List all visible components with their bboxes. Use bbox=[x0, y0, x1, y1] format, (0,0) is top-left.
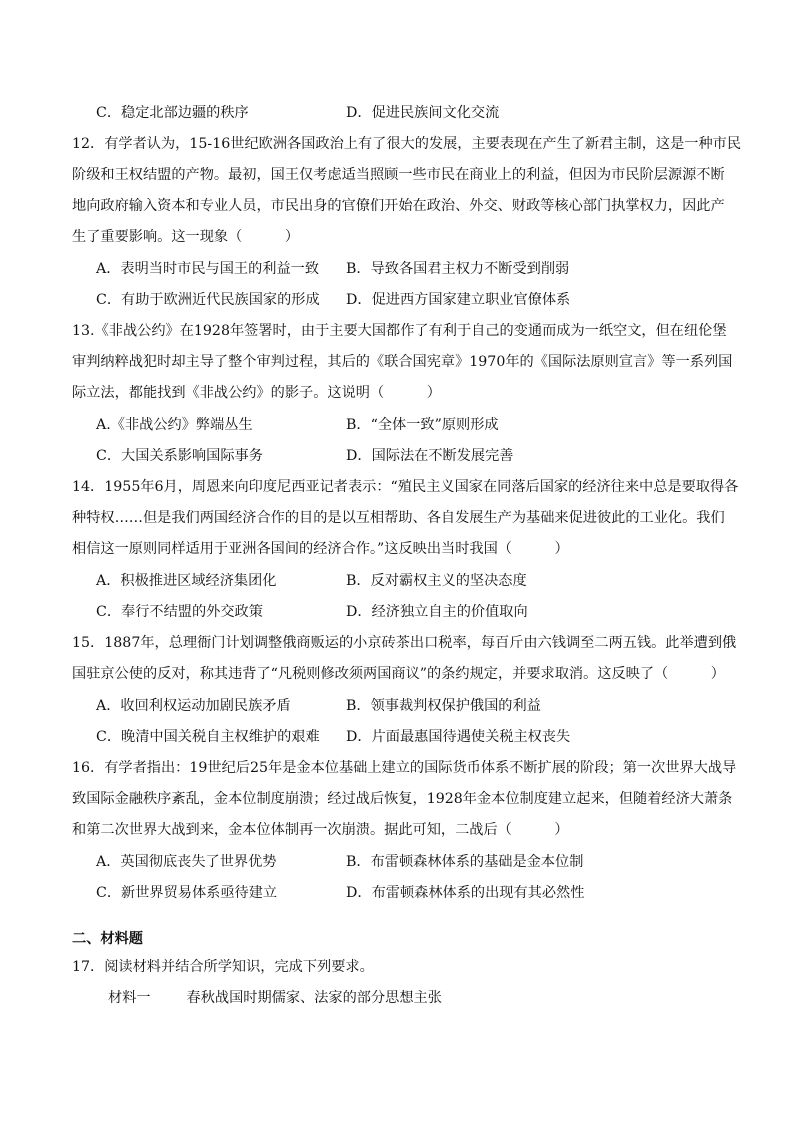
q13-option-c[interactable]: C．大国关系影响国际事务 bbox=[96, 448, 263, 464]
q17-material-heading bbox=[108, 988, 442, 1008]
q16-option-c[interactable]: C．新世界贸易体系亟待建立 bbox=[96, 885, 278, 901]
q16-stem-line-1: 16．有学者指出：19世纪后25年是金本位基础上建立的国际货币体系不断扩展的阶段；第一次世界大战导 bbox=[72, 760, 737, 776]
q12-stem-line-4: 生了重要影响。这一现象（ ） bbox=[72, 229, 300, 245]
q16-options-row-1 bbox=[96, 852, 736, 872]
q15-options-row-1 bbox=[96, 696, 736, 716]
q14-stem-line-1: 14．1955年6月，周恩来向印度尼西亚记者表示：“殖民主义国家在同落后国家的经济往来中总是要取得各 bbox=[72, 479, 739, 495]
q16-option-a[interactable]: A．英国彻底丧失了世界优势 bbox=[96, 854, 277, 870]
q12-stem-line-1: 12．有学者认为，15-16世纪欧洲各国政治上有了很大的发展，主要表现在产生了新君主制，这是一种市民 bbox=[72, 136, 742, 152]
q13-option-d[interactable]: D．国际法在不断发展完善 bbox=[346, 448, 514, 464]
q15-option-b[interactable]: B．领事裁判权保护俄国的利益 bbox=[346, 698, 541, 714]
q14-options-row-2 bbox=[96, 602, 736, 622]
q12-option-b[interactable]: B．导致各国君主权力不断受到削弱 bbox=[346, 261, 570, 277]
q16-stem-line-2: 致国际金融秩序紊乱，金本位制度崩溃；经过战后恢复，1928年金本位制度建立起来，但随着经济大萧条 bbox=[72, 791, 733, 807]
q13-option-b[interactable]: B．“全体一致”原则形成 bbox=[346, 417, 499, 433]
q12-stem-line-2: 阶级和王权结盟的产物。最初，国王仅考虑适当照顾一些市民在商业上的利益，但因为市民阶层源源不断 bbox=[72, 167, 725, 183]
q16-options-row-2 bbox=[96, 883, 736, 903]
q12-option-a[interactable]: A．表明当时市民与国王的利益一致 bbox=[96, 261, 320, 277]
q15-option-c[interactable]: C．晚清中国关税自主权维护的艰难 bbox=[96, 729, 320, 745]
q12-option-d[interactable]: D．促进西方国家建立职业官僚体系 bbox=[346, 292, 571, 308]
q13-options-row-2 bbox=[96, 446, 736, 466]
q14-option-b[interactable]: B．反对霸权主义的坚决态度 bbox=[346, 573, 527, 589]
q14-option-d[interactable]: D．经济独立自主的价值取向 bbox=[346, 604, 528, 620]
q11-option-d[interactable]: D．促进民族间文化交流 bbox=[346, 105, 500, 121]
q12-stem-line-3: 地向政府输入资本和专业人员，市民出身的官僚们开始在政治、外交、财政等核心部门执掌权力，因此产 bbox=[72, 198, 725, 214]
q15-option-d[interactable]: D．片面最惠国待遇使关税主权丧失 bbox=[346, 729, 571, 745]
q13-option-a[interactable]: A.《非战公约》弊端丛生 bbox=[96, 417, 253, 433]
q13-stem-line-2: 审判纳粹战犯时却主导了整个审判过程，其后的《联合国宪章》1970年的《国际法原则宣言》等一系列国 bbox=[72, 354, 733, 370]
q13-stem-line-1: 13.《非战公约》在1928年签署时，由于主要大国都作了有利于自己的变通而成为一纸空文，但在纽伦堡 bbox=[72, 323, 727, 339]
q15-options-row-2 bbox=[96, 727, 736, 747]
q17-stem: 17．阅读材料并结合所学知识，完成下列要求。 bbox=[72, 959, 374, 975]
q17-material-title: 春秋战国时期儒家、法家的部分思想主张 bbox=[186, 990, 442, 1006]
q14-stem-line-2: 种特权……但是我们两国经济合作的目的是以互相帮助、各自发展生产为基础来促进彼此的工业化。我们 bbox=[72, 510, 725, 526]
q11-option-c[interactable]: C．稳定北部边疆的秩序 bbox=[96, 105, 249, 121]
q12-options-row-2 bbox=[96, 290, 736, 310]
q16-option-d[interactable]: D．布雷顿森林体系的出现有其必然性 bbox=[346, 885, 585, 901]
q13-stem-line-3: 际立法，都能找到《非战公约》的影子。这说明（ ） bbox=[72, 385, 441, 401]
q13-options-row-1 bbox=[96, 415, 736, 435]
q17-material-label: 材料一 bbox=[108, 990, 151, 1006]
q11-options-row-1 bbox=[96, 103, 736, 123]
q14-option-c[interactable]: C．奉行不结盟的外交政策 bbox=[96, 604, 263, 620]
section-title-materials: 二、材料题 bbox=[72, 931, 143, 947]
q14-stem-line-3: 相信这一原则同样适用于亚洲各国间的经济合作。”这反映出当时我国（ ） bbox=[72, 541, 569, 557]
q12-options-row-1 bbox=[96, 259, 736, 279]
q14-options-row-1 bbox=[96, 571, 736, 591]
q15-stem-line-1: 15．1887年，总理衙门计划调整俄商贩运的小京砖茶出口税率，每百斤由六钱调至二两五钱。此举遭到俄 bbox=[72, 635, 737, 651]
q15-option-a[interactable]: A．收回利权运动加剧民族矛盾 bbox=[96, 698, 291, 714]
q16-option-b[interactable]: B．布雷顿森林体系的基础是金本位制 bbox=[346, 854, 584, 870]
q16-stem-line-3: 和第二次世界大战到来，金本位体制再一次崩溃。据此可知，二战后（ ） bbox=[72, 822, 569, 838]
q12-option-c[interactable]: C．有助于欧洲近代民族国家的形成 bbox=[96, 292, 320, 308]
q15-stem-line-2: 国驻京公使的反对，称其违背了“凡税则修改须两国商议”的条约规定，并要求取消。这反映了（ ） bbox=[72, 666, 725, 682]
q14-option-a[interactable]: A．积极推进区域经济集团化 bbox=[96, 573, 277, 589]
